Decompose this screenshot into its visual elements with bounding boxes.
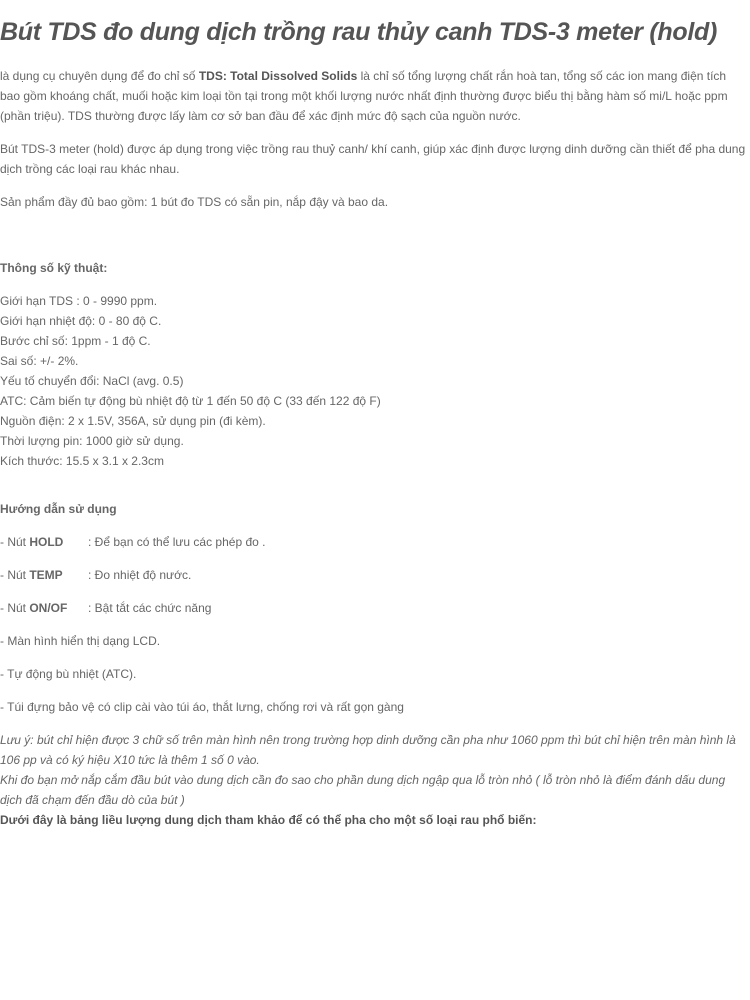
package-contents-paragraph: Sản phẩm đầy đủ bao gồm: 1 bút đo TDS có sẵn pin, nắp đậy và bao da. bbox=[0, 195, 389, 209]
button-name: ON/OF bbox=[29, 601, 68, 615]
spec-line: Sai số: +/- 2%. bbox=[0, 354, 79, 368]
button-description-onoff bbox=[0, 598, 746, 618]
note-display-digits: Lưu ý: bút chỉ hiện được 3 chữ số trên màn hình nên trong trường hợp dinh dưỡng cần pha như 1060 ppm thì bút chỉ hiện trên màn hình là 106 pp và có ký hiệu X10 tức là thêm 1 số 0 vào. bbox=[0, 733, 736, 767]
application-paragraph: Bút TDS-3 meter (hold) được áp dụng trong việc trồng rau thuỷ canh/ khí canh, giúp xác định được lượng dinh dưỡng cần thiết để pha dung dịch trồng các loại rau khác nhau. bbox=[0, 142, 746, 176]
intro-text-part2: là chỉ số tổng lượng chất rắn hoà tan, tổng số các ion mang điện tích bao gồm khoáng chất, muối hoặc kim loại tồn tại trong một khối lượng nước nhất định thường được biểu thị bằng hàm số mi/L hoặc ppm (phần triệu). TDS thường được lấy làm cơ sở ban đầu để xác định mức độ sạch của nguồn nước. bbox=[0, 69, 728, 123]
intro-bold-term: TDS: Total Dissolved Solids bbox=[198, 69, 358, 83]
usage-guide-heading: Hướng dẫn sử dụng bbox=[0, 502, 117, 516]
feature-item: - Túi đựng bảo vệ có clip cài vào túi áo, thắt lưng, chống rơi và rất gọn gàng bbox=[0, 700, 404, 714]
spec-line: Nguồn điện: 2 x 1.5V, 356A, sử dụng pin (đi kèm). bbox=[0, 414, 266, 428]
spec-line: Thời lượng pin: 1000 giờ sử dụng. bbox=[0, 434, 184, 448]
spec-line: Giới hạn nhiệt độ: 0 - 80 độ C. bbox=[0, 314, 162, 328]
button-name: TEMP bbox=[29, 568, 63, 582]
spec-line: Yếu tố chuyển đổi: NaCl (avg. 0.5) bbox=[0, 374, 184, 388]
button-prefix: - Nút bbox=[0, 601, 30, 615]
spec-line: Bước chỉ số: 1ppm - 1 độ C. bbox=[0, 334, 151, 348]
spacer bbox=[0, 225, 746, 258]
usage-notes bbox=[0, 730, 746, 830]
specs-heading: Thông số kỹ thuật: bbox=[0, 261, 108, 275]
button-description-hold bbox=[0, 532, 746, 552]
button-name: HOLD bbox=[29, 535, 64, 549]
note-dosage-table-intro: Dưới đây là bảng liều lượng dung dịch tham khảo để có thể pha cho một số loại rau phổ biến: bbox=[0, 813, 537, 827]
intro-text-part1: là dụng cụ chuyên dụng để đo chỉ số bbox=[0, 69, 199, 83]
feature-item: - Tự động bù nhiệt (ATC). bbox=[0, 667, 137, 681]
button-description-temp bbox=[0, 565, 746, 585]
spec-line: Kích thước: 15.5 x 3.1 x 2.3cm bbox=[0, 454, 164, 468]
spec-line: ATC: Cảm biến tự động bù nhiệt độ từ 1 đến 50 độ C (33 đến 122 độ F) bbox=[0, 394, 381, 408]
button-prefix: - Nút bbox=[0, 568, 30, 582]
button-desc: : Bật tắt các chức năng bbox=[88, 601, 212, 615]
note-measuring-method: Khi đo bạn mở nắp cắm đầu bút vào dung dịch cần đo sao cho phần dung dịch ngập qua lỗ tròn nhỏ ( lỗ tròn nhỏ là điểm đánh dấu dung dịch đã chạm đến đầu dò của bút ) bbox=[0, 773, 726, 807]
feature-item: - Màn hình hiển thị dạng LCD. bbox=[0, 634, 161, 648]
product-content bbox=[0, 66, 746, 830]
button-desc: : Đo nhiệt độ nước. bbox=[88, 568, 192, 582]
product-title: Bút TDS đo dung dịch trồng rau thủy canh TDS-3 meter (hold) bbox=[0, 18, 717, 46]
specs-list bbox=[0, 291, 746, 471]
button-desc: : Để bạn có thể lưu các phép đo . bbox=[88, 535, 266, 549]
spec-line: Giới hạn TDS : 0 - 9990 ppm. bbox=[0, 294, 158, 308]
button-prefix: - Nút bbox=[0, 535, 30, 549]
intro-paragraph bbox=[0, 66, 746, 126]
